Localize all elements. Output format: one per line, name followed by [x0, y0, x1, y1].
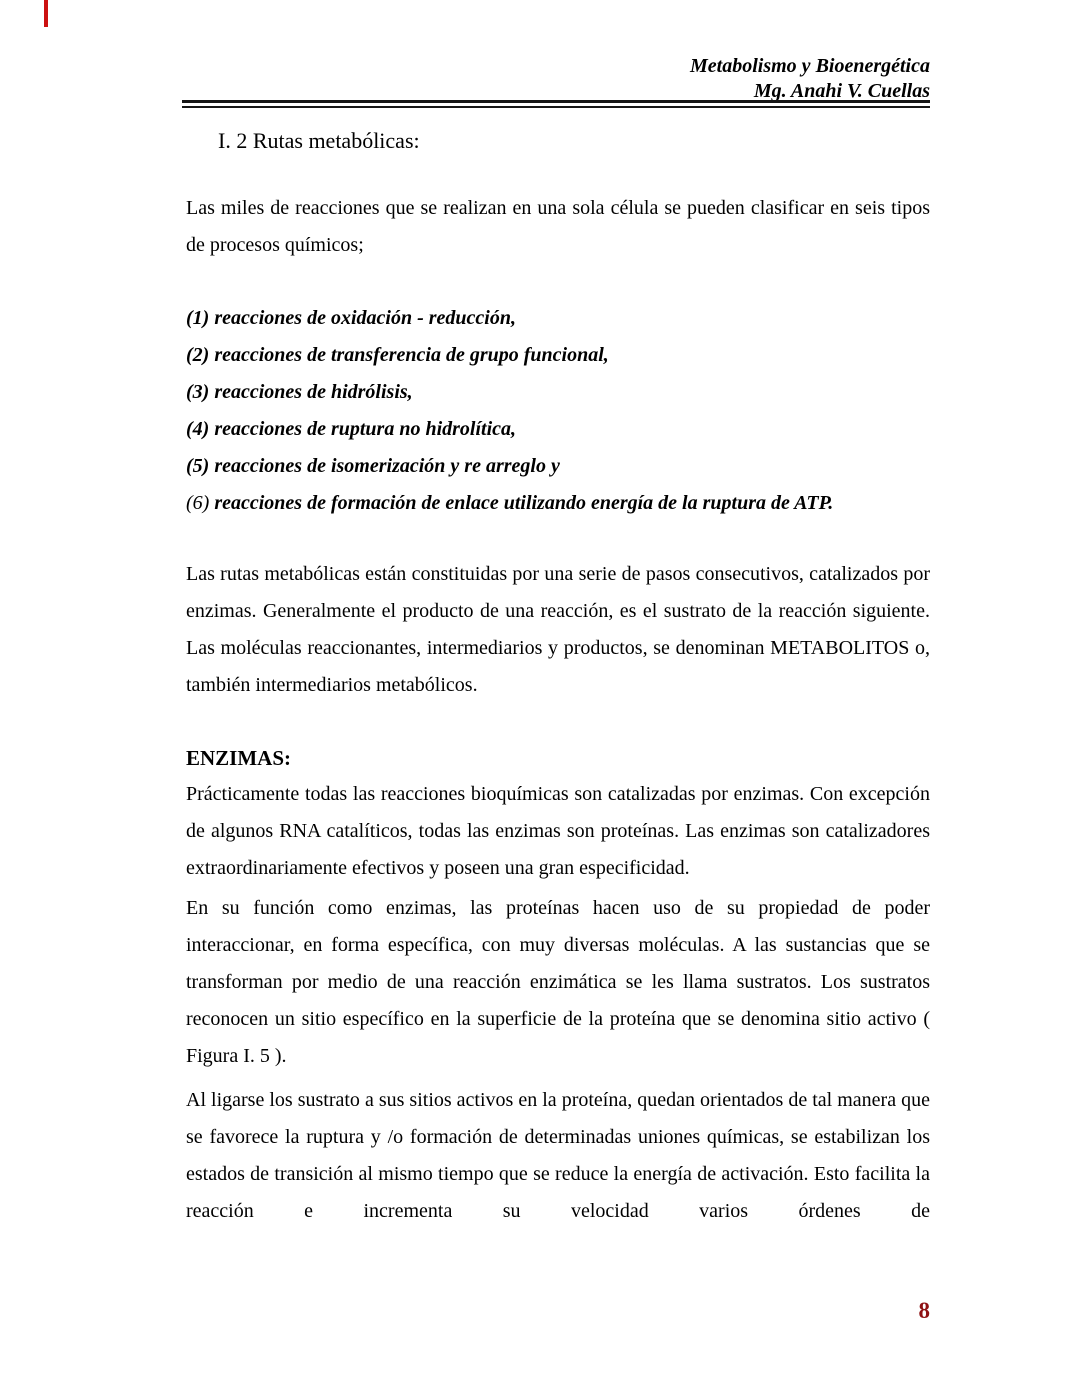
header-author: Mg. Anahi V. Cuellas	[753, 80, 930, 102]
page-number: 8	[918, 1298, 930, 1323]
section-title: I. 2 Rutas metabólicas:	[218, 128, 420, 153]
reaction-item-number: (4)	[186, 418, 210, 440]
reaction-item-number: (6)	[186, 492, 210, 514]
paragraph-enzimas-3: Al ligarse los sustrato a sus sitios activos en la proteína, quedan orientados de tal manera que se favorece la ruptura y /o formación de determinadas uniones químicas, se estabilizan los estados de transición al mismo tiempo que se reduce la energía de activación. Esto facilita la reacción e incrementa su velocidad varios órdenes de	[186, 1089, 930, 1222]
paragraph-rutas: Las rutas metabólicas están constituidas por una serie de pasos consecutivos, catalizados por enzimas. Generalmente el producto de una reacción, es el sustrato de la reacción siguiente. Las moléculas reaccionantes, intermediarios y productos, se denominan METABOLITOS o, también intermediarios metabólicos.	[186, 563, 930, 696]
red-edge-mark	[44, 0, 48, 27]
reaction-item	[186, 300, 930, 337]
reaction-item	[186, 485, 930, 522]
reaction-item-text: reacciones de isomerización y re arreglo y	[209, 455, 560, 477]
reaction-item-number: (2)	[186, 344, 210, 366]
reaction-item-text: reacciones de hidrólisis,	[209, 381, 413, 403]
header-title: Metabolismo y Bioenergética	[690, 55, 930, 77]
reaction-type-list	[186, 300, 930, 522]
paragraph-enzimas-2: En su función como enzimas, las proteínas hacen uso de su propiedad de poder interaccionar, en forma específica, con muy diversas moléculas. A las sustancias que se transforman por medio de una reacción enzimática se les llama sustratos. Los sustratos reconocen un sitio específico en la superficie de la proteína que se denomina sitio activo ( Figura I. 5 ).	[186, 897, 930, 1067]
reaction-item-number: (1)	[186, 307, 210, 329]
paragraph-enzimas-1: Prácticamente todas las reacciones bioquímicas son catalizadas por enzimas. Con excepción de algunos RNA catalíticos, todas las enzimas son proteínas. Las enzimas son catalizadores extraordinariamente efectivos y poseen una gran especificidad.	[186, 783, 930, 879]
reaction-item-text: reacciones de formación de enlace utilizando energía de la ruptura de ATP.	[209, 492, 834, 514]
header-divider	[182, 100, 930, 108]
reaction-item-text: reacciones de oxidación - reducción,	[209, 307, 516, 329]
reaction-item	[186, 448, 930, 485]
page-header	[186, 54, 930, 104]
reaction-item-text: reacciones de ruptura no hidrolítica,	[209, 418, 517, 440]
reaction-item-text: reacciones de transferencia de grupo funcional,	[209, 344, 609, 366]
reaction-item-number: (3)	[186, 381, 210, 403]
enzimas-heading: ENZIMAS:	[186, 746, 292, 770]
reaction-item	[186, 411, 930, 448]
reaction-item	[186, 374, 930, 411]
reaction-item-number: (5)	[186, 455, 210, 477]
reaction-item	[186, 337, 930, 374]
paragraph-intro: Las miles de reacciones que se realizan en una sola célula se pueden clasificar en seis tipos de procesos químicos;	[186, 197, 930, 256]
